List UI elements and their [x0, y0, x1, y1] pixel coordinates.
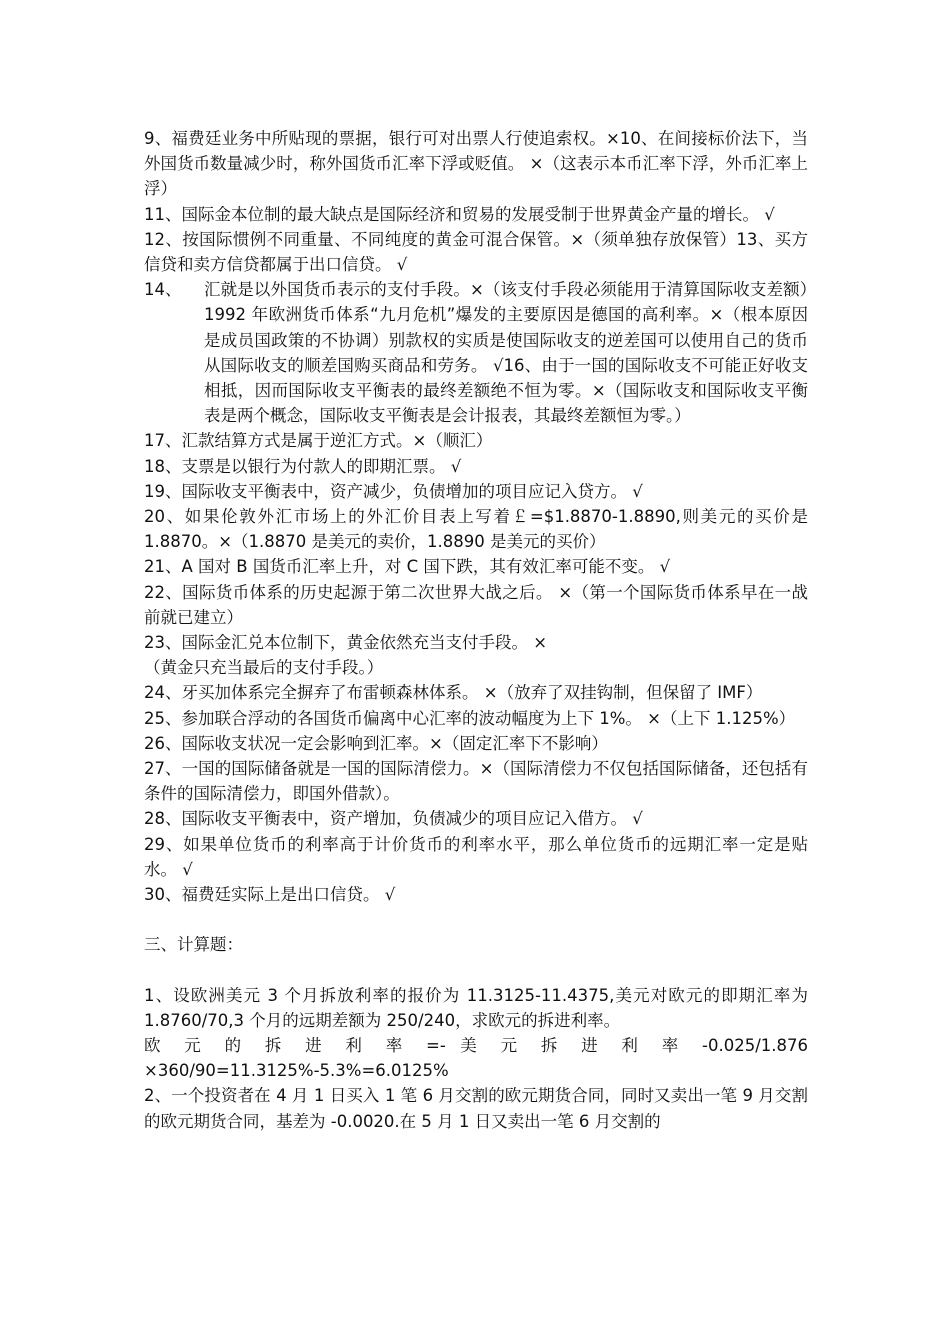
item-24: 24、牙买加体系完全摒弃了布雷顿森林体系。 ×（放弃了双挂钩制，但保留了 IMF） — [144, 683, 763, 703]
document-body — [144, 126, 814, 1134]
item-21: 21、A 国对 B 国货币汇率上升，对 C 国下跌，其有效汇率可能不变。 √ — [144, 557, 671, 577]
item-23-note: （黄金只充当最后的支付手段。） — [144, 658, 384, 678]
calc-answer-1: 欧 元 的 拆 进 利 率 =- 美 元 拆 进 利 率 -0.025/1.876 ×360/90=11.3125%-5.3%=6.0125% — [144, 1035, 814, 1081]
item-26: 26、国际收支状况一定会影响到汇率。×（固定汇率下不影响） — [144, 733, 608, 753]
item-17: 17、汇款结算方式是属于逆汇方式。×（顺汇） — [144, 431, 493, 451]
item-22: 22、国际货币体系的历史起源于第二次世界大战之后。 ×（第一个国际货币体系早在一战前就已建立） — [144, 582, 808, 627]
spacer — [144, 907, 808, 932]
item-28: 28、国际收支平衡表中，资产增加，负债减少的项目应记入借方。 √ — [144, 809, 643, 829]
item-14-number: 14、 — [144, 280, 182, 300]
item-29: 29、如果单位货币的利率高于计价货币的利率水平，那么单位货币的远期汇率一定是贴水。 √ — [144, 834, 808, 879]
item-12-13: 12、按国际惯例不同重量、不同纯度的黄金可混合保管。×（须单独存放保管）13、买方信贷和卖方信贷都属于出口信贷。 √ — [144, 229, 808, 275]
item-30: 30、福费廷实际上是出口信贷。 √ — [144, 885, 396, 905]
item-18: 18、支票是以银行为付款人的即期汇票。 √ — [144, 456, 462, 476]
item-25: 25、参加联合浮动的各国货币偏离中心汇率的波动幅度为上下 1%。 ×（上下 1.125%） — [144, 708, 796, 728]
item-11: 11、国际金本位制的最大缺点是国际经济和贸易的发展受制于世界黄金产量的增长。 √ — [144, 204, 775, 224]
spacer — [144, 958, 808, 983]
item-19: 19、国际收支平衡表中，资产减少，负债增加的项目应记入贷方。 √ — [144, 481, 643, 501]
calc-question-1: 1、设欧洲美元 3 个月拆放利率的报价为 11.3125-11.4375,美元对欧元的即期汇率为 1.8760/70,3 个月的远期差额为 250/240，求欧元的拆进利率。 — [144, 985, 814, 1030]
item-14-16-text: 汇就是以外国货币表示的支付手段。×（该支付手段必须能用于清算国际收支差额）1992 年欧洲货币体系“九月危机”爆发的主要原因是德国的高利率。×（根本原因是成员国政策的不协调）别款权的实质是使国际收支的逆差国可以使用自己的货币从国际收支的顺差国购买商品和劳务。 √16、由于一国的国际收支不可能正好收支相抵，因而国际收支平衡表的最终差额绝不恒为零。×（国际收支和国际收支平衡表是两个概念，国际收支平衡表是会计报表，其最终差额恒为零。） — [204, 280, 808, 426]
section-title: 三、计算题： — [144, 935, 243, 955]
item-9-10: 9、福费廷业务中所贴现的票据，银行可对出票人行使追索权。×10、在间接标价法下，当外国货币数量减少时，称外国货币汇率下浮或贬值。 ×（这表示本币汇率下浮，外币汇率上浮） — [144, 129, 808, 199]
item-20: 20、如果伦敦外汇市场上的外汇价目表上写着￡=$1.8870-1.8890,则美元的买价是 1.8870。×（1.8870 是美元的卖价，1.8890 是美元的买价） — [144, 507, 814, 552]
item-23: 23、国际金汇兑本位制下，黄金依然充当支付手段。 × — [144, 633, 548, 653]
item-27: 27、一国的国际储备就是一国的国际清偿力。×（国际清偿力不仅包括国际储备，还包括有条件的国际清偿力，即国外借款）。 — [144, 759, 808, 804]
calc-question-2: 2、一个投资者在 4 月 1 日买入 1 笔 6 月交割的欧元期货合同，同时又卖出一笔 9 月交割的欧元期货合同，基差为 -0.0020.在 5 月 1 日又卖出一笔 6 月交割的 — [144, 1086, 808, 1131]
item-14-16 — [144, 277, 808, 428]
